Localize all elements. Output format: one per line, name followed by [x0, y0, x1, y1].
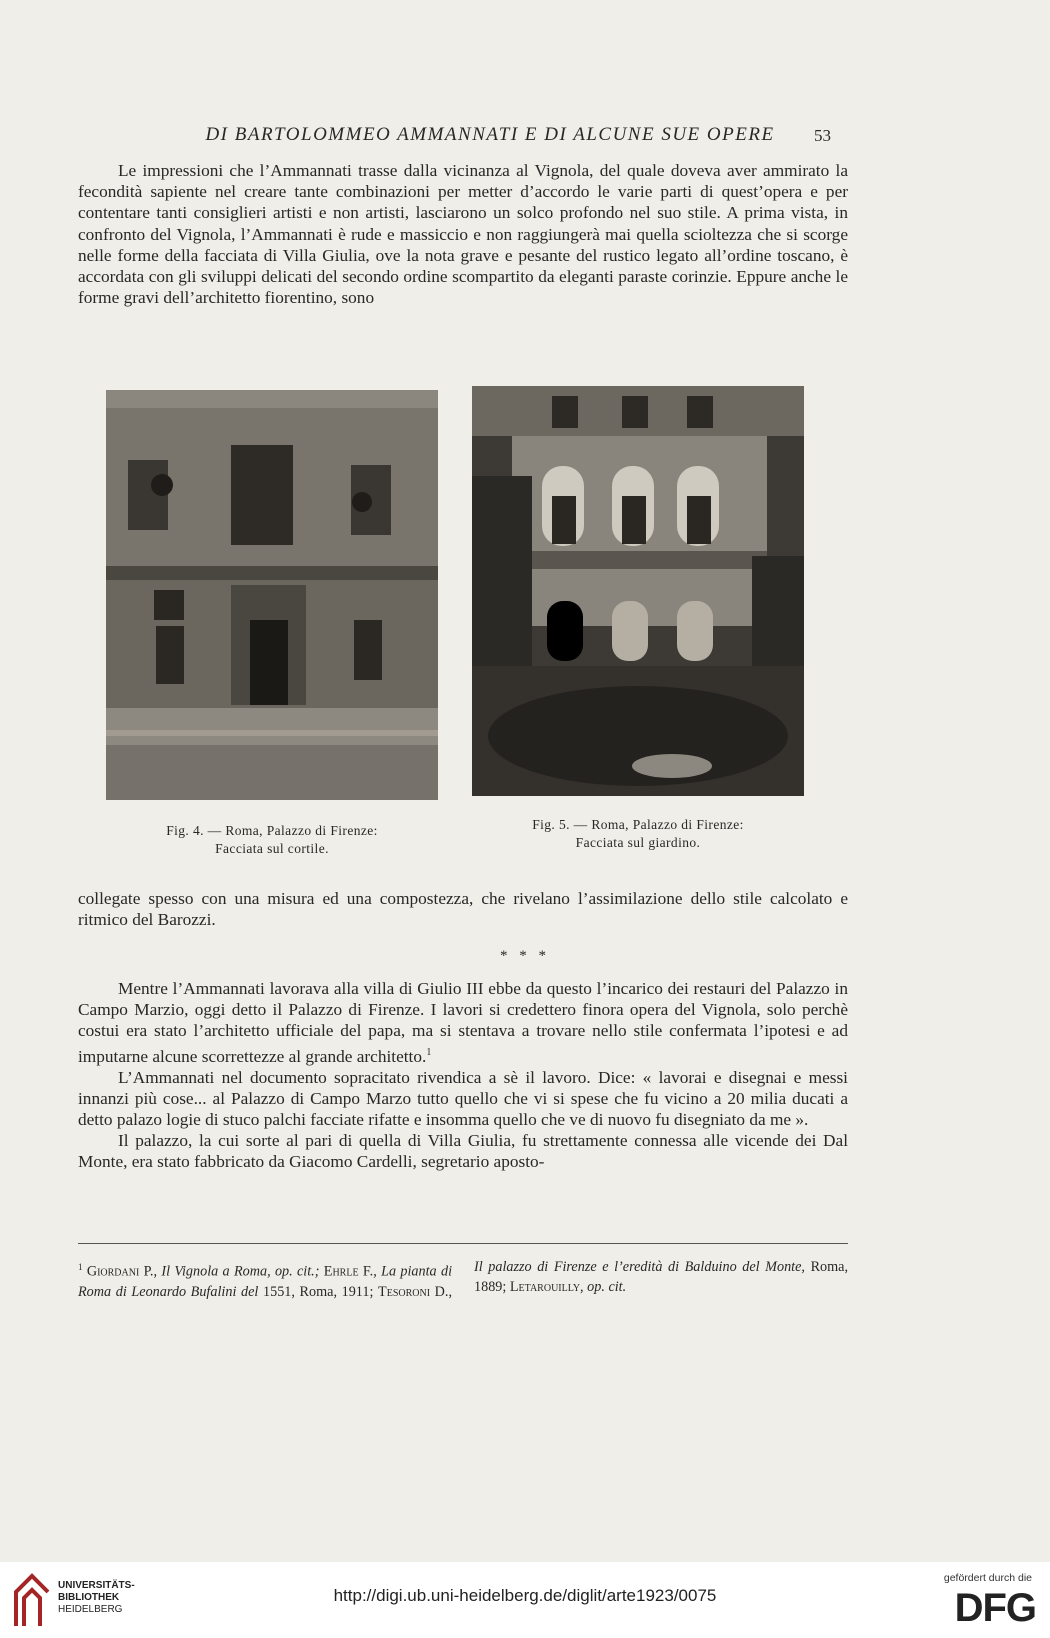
funded-by-label: gefördert durch die	[943, 1572, 1032, 1584]
viewer-footer	[0, 1562, 1050, 1638]
library-name-line: BIBLIOTHEK	[58, 1592, 120, 1603]
footnote-marker: 1	[78, 1262, 83, 1272]
footnote-year: Roma, 1889;	[474, 1259, 848, 1295]
footnote-title: La pianta di Roma di Leonardo Bufalini del	[78, 1263, 453, 1300]
caption-line: Fig. 5. — Roma, Palazzo di Firenze:	[532, 817, 744, 832]
library-name-line: UNIVERSITÄTS-	[58, 1580, 135, 1591]
footnote-title: op. cit.	[587, 1279, 627, 1295]
caption-line: Facciata sul giardino.	[575, 835, 701, 850]
figure-5-caption	[472, 816, 804, 852]
section-separator: * * *	[500, 948, 550, 964]
footnote-author: Giordani P.,	[86, 1263, 158, 1280]
paragraph-1	[78, 160, 848, 308]
library-name-line: HEIDELBERG	[58, 1604, 123, 1615]
footnote-rule	[78, 1243, 848, 1244]
footnote	[78, 1257, 848, 1302]
permalink-url[interactable]: http://digi.ub.uni-heidelberg.de/diglit/arte1923/0075	[333, 1586, 717, 1605]
figure-4-caption	[106, 822, 438, 858]
paragraph-text	[78, 978, 848, 1067]
paragraph-text: collegate spesso con una misura ed una compostezza, che rivelano l’assimilazione dello stile calcolato e ritmico del Barozzi.	[78, 889, 848, 930]
paragraph-4-text: L’Ammannati nel documento sopracitato rivendica a sè il lavoro. Dice: « lavorai e disegnai e messi innanzi più cose... al Palazzo di Campo Marzo tutto quello che vi si spese che fu vicino a 20 milia ducati a detto palazo logie di stuco palchi facciate rifatte e insomma quello che ve di nuovo fu disegniato da me ».	[78, 1067, 848, 1129]
paragraph-5-text: Il palazzo, la cui sorte al pari di quella di Villa Giulia, fu strettamente connessa alle vicende dei Dal Monte, era stato fabbricato da Giacomo Cardelli, segretario aposto-	[78, 1131, 848, 1172]
paragraph-text: Le impressioni che l’Ammannati trasse dalla vicinanza al Vignola, del quale doveva aver ammirato la fecondità sapiente nel creare tante combinazioni per metter d’accordo le varie parti di quest’opera e per contentare tanti consiglieri artisti e non artisti, lasciarono un solco profondo nel suo stile. A prima vista, in confronto del Vignola, l’Ammannati è rude e massiccio e non raggiungerà mai quella scioltezza che si scorge nelle forme della facciata di Villa Giulia, ove la nota grave e pesante del rustico legato all’ordine toscano, è accordata con gli sviluppi delicati del secondo ordine scompartito da eleganti paraste corinzie. Eppure anche le forme gravi dell’architetto fiorentino, sono	[78, 161, 848, 308]
figure-4-photo	[106, 390, 438, 800]
footnote-ref: 1	[426, 1046, 432, 1058]
paragraph-2	[78, 888, 848, 930]
caption-line: Fig. 4. — Roma, Palazzo di Firenze:	[166, 823, 378, 838]
footnote-year: 1551, Roma, 1911;	[263, 1283, 374, 1300]
footnote-title: Il palazzo di Firenze e l’eredità di Balduino del Monte,	[474, 1259, 805, 1275]
running-title: DI BARTOLOMMEO AMMANNATI E DI ALCUNE SUE OPERE	[205, 124, 775, 145]
paragraph-3-text: Mentre l’Ammannati lavorava alla villa di Giulio III ebbe da questo l’incarico dei restauri del Palazzo in Campo Marzio, oggi detto il Palazzo di Firenze. I lavori si credettero finora opera del Vignola, solo perchè costui era stato l’architetto ufficiale del papa, ma si stentava a trovare nello stile confermata l’ipotesi e ad imputarne alcune scorrettezze al grande architetto.	[78, 979, 848, 1066]
caption-line: Facciata sul cortile.	[215, 841, 329, 856]
paragraph-3-5	[78, 978, 848, 1173]
figure-5-photo	[472, 386, 804, 796]
dfg-logo: DFG	[954, 1586, 1036, 1630]
page-number: 53	[814, 126, 831, 145]
footnote-author: Ehrle F.,	[323, 1263, 377, 1280]
footnote-author: Letarouilly,	[509, 1279, 584, 1295]
footnote-title: Il Vignola a Roma, op. cit.;	[161, 1263, 320, 1280]
footnote-author: Tesoroni D.,	[378, 1283, 453, 1300]
